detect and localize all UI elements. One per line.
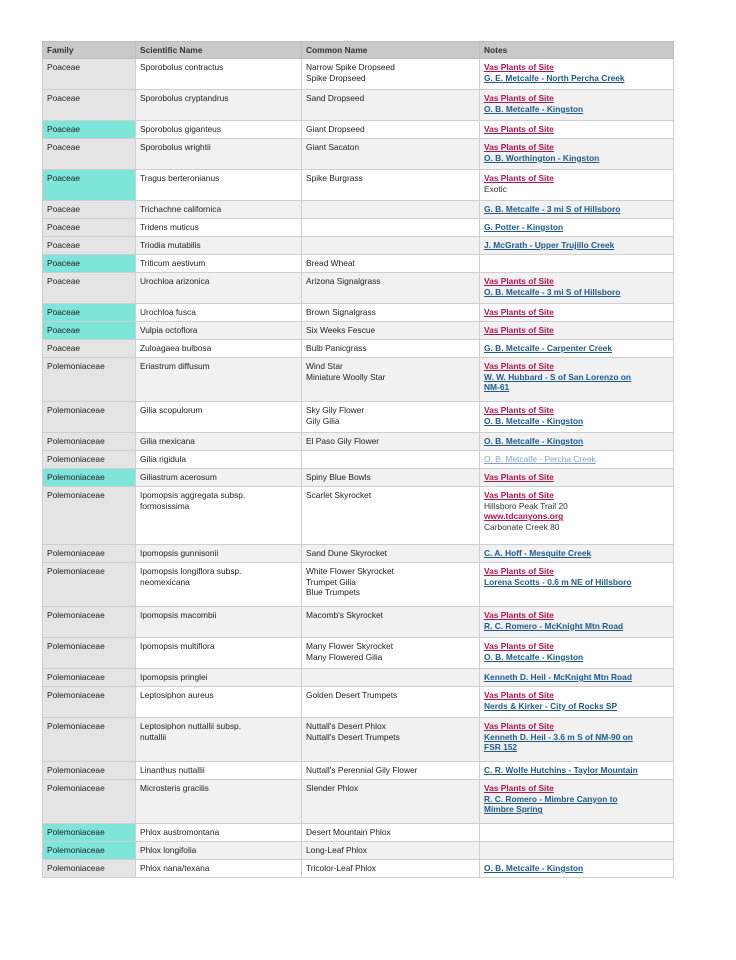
family-cell: Poaceae <box>43 59 136 90</box>
table-row <box>43 563 674 607</box>
family-cell: Polemoniaceae <box>43 487 136 545</box>
common-name-cell <box>302 607 480 638</box>
common-name-line: Sand Dropseed <box>306 93 365 103</box>
notes-cell <box>480 762 674 780</box>
scientific-name-cell <box>136 273 302 304</box>
common-name-line: Desert Mountain Phlox <box>306 827 391 837</box>
table-row <box>43 304 674 322</box>
family-cell: Poaceae <box>43 139 136 170</box>
common-name-cell <box>302 237 480 255</box>
common-name-line: Bulb Panicgrass <box>306 343 367 353</box>
common-name-cell <box>302 669 480 687</box>
common-name-line: Arizona Signalgrass <box>306 276 381 286</box>
family-cell: Poaceae <box>43 201 136 219</box>
scientific-name-line: Vulpia octoflora <box>140 325 198 335</box>
note-link[interactable]: www.tdcanyons.org <box>484 511 564 522</box>
scientific-name-line: Urochloa arizonica <box>140 276 210 286</box>
note-link[interactable]: G. B. Metcalfe - Carpenter Creek <box>484 343 612 353</box>
common-name-line: Spike Dropseed <box>306 72 366 83</box>
note-link[interactable]: Vas Plants of Site <box>484 610 554 620</box>
note-link[interactable]: G. Potter - Kingston <box>484 222 564 232</box>
note-link[interactable]: W. W. Hubbard - S of San Lorenzo on <box>484 371 632 382</box>
scientific-name-cell <box>136 139 302 170</box>
header-row <box>43 42 674 59</box>
note-link[interactable]: Vas Plants of Site <box>484 93 554 103</box>
common-name-line: Nuttall's Desert Trumpets <box>306 731 400 742</box>
scientific-name-line: Urochloa fusca <box>140 307 196 317</box>
scientific-name-cell <box>136 255 302 273</box>
scientific-name-cell <box>136 358 302 402</box>
notes-cell <box>480 780 674 824</box>
scientific-name-line: formosissima <box>140 500 190 511</box>
common-name-line: Narrow Spike Dropseed <box>306 62 395 72</box>
note-link[interactable]: O. B. Metcalfe - Kingston <box>484 436 584 446</box>
note-link[interactable]: Vas Plants of Site <box>484 173 554 183</box>
common-name-line: Scarlet Skyrocket <box>306 490 372 500</box>
table-row <box>43 219 674 237</box>
notes-cell <box>480 487 674 545</box>
note-link[interactable]: Vas Plants of Site <box>484 641 554 651</box>
scientific-name-cell <box>136 687 302 718</box>
table-row <box>43 121 674 139</box>
table-row <box>43 201 674 219</box>
scientific-name-cell <box>136 433 302 451</box>
family-cell: Polemoniaceae <box>43 762 136 780</box>
common-name-cell <box>302 780 480 824</box>
scientific-name-line: Triticum aestivum <box>140 258 206 268</box>
table-row <box>43 237 674 255</box>
table-row <box>43 762 674 780</box>
common-name-line: Blue Trumpets <box>306 587 360 598</box>
notes-cell <box>480 824 674 842</box>
table-row <box>43 451 674 469</box>
scientific-name-line: Sporobolus giganteus <box>140 124 222 134</box>
common-name-cell <box>302 402 480 433</box>
notes-cell <box>480 340 674 358</box>
common-name-line: Sand Dune Skyrocket <box>306 548 388 558</box>
scientific-name-line: Microsteris gracilis <box>140 783 209 793</box>
family-cell: Polemoniaceae <box>43 607 136 638</box>
common-name-cell <box>302 842 480 860</box>
scientific-name-line: Leptosiphon nuttallii subsp. <box>140 721 242 731</box>
notes-cell <box>480 59 674 90</box>
family-cell: Polemoniaceae <box>43 687 136 718</box>
common-name-cell <box>302 201 480 219</box>
common-name-line: Wind Star <box>306 361 343 371</box>
common-name-line: Miniature Woolly Star <box>306 371 386 382</box>
note-link[interactable]: C. A. Hoff - Mesquite Creek <box>484 548 592 558</box>
note-link[interactable]: Lorena Scotts - 0.6 m NE of Hillsboro <box>484 576 632 587</box>
family-cell: Poaceae <box>43 322 136 340</box>
note-link[interactable]: Vas Plants of Site <box>484 405 554 415</box>
common-name-cell <box>302 139 480 170</box>
notes-cell <box>480 669 674 687</box>
note-link[interactable]: O. B. Metcalfe - Kingston <box>484 103 584 114</box>
family-cell: Polemoniaceae <box>43 638 136 669</box>
note-link[interactable]: Vas Plants of Site <box>484 566 554 576</box>
family-cell: Polemoniaceae <box>43 780 136 824</box>
common-name-line: Giant Sacaton <box>306 142 360 152</box>
notes-cell <box>480 842 674 860</box>
common-name-cell <box>302 451 480 469</box>
common-name-line: Golden Desert Trumpets <box>306 690 398 700</box>
table-row <box>43 607 674 638</box>
notes-cell <box>480 718 674 762</box>
note-link[interactable]: G. E. Metcalfe - North Percha Creek <box>484 72 625 83</box>
common-name-line: Macomb's Skyrocket <box>306 610 383 620</box>
table-row <box>43 90 674 121</box>
scientific-name-line: nuttallii <box>140 731 167 742</box>
family-cell: Polemoniaceae <box>43 563 136 607</box>
table-row <box>43 780 674 824</box>
common-name-cell <box>302 170 480 201</box>
table-row <box>43 433 674 451</box>
scientific-name-line: Ipomopsis aggregata subsp. <box>140 490 246 500</box>
scientific-name-cell <box>136 304 302 322</box>
note-link[interactable]: O. B. Worthington - Kingston <box>484 152 600 163</box>
notes-cell <box>480 219 674 237</box>
scientific-name-cell <box>136 860 302 878</box>
scientific-name-line: Ipomopsis multiflora <box>140 641 215 651</box>
family-cell: Poaceae <box>43 90 136 121</box>
table-row <box>43 273 674 304</box>
common-name-cell <box>302 718 480 762</box>
scientific-name-line: Gilia rigidula <box>140 454 187 464</box>
note-link[interactable]: Vas Plants of Site <box>484 325 554 335</box>
scientific-name-cell <box>136 340 302 358</box>
column-header-notes: Notes <box>480 42 674 59</box>
note-link[interactable]: Vas Plants of Site <box>484 124 554 134</box>
scientific-name-cell <box>136 469 302 487</box>
common-name-cell <box>302 762 480 780</box>
note-link[interactable]: Vas Plants of Site <box>484 361 554 371</box>
note-link[interactable]: O. B. Metcalfe - 3 mi S of Hillsboro <box>484 286 621 297</box>
table-row <box>43 255 674 273</box>
notes-cell <box>480 545 674 563</box>
family-cell: Polemoniaceae <box>43 669 136 687</box>
scientific-name-cell <box>136 638 302 669</box>
table-row <box>43 322 674 340</box>
scientific-name-line: Leptosiphon aureus <box>140 690 214 700</box>
common-name-cell <box>302 90 480 121</box>
scientific-name-cell <box>136 59 302 90</box>
family-cell: Poaceae <box>43 340 136 358</box>
family-cell: Poaceae <box>43 255 136 273</box>
note-text: Exotic <box>484 183 507 194</box>
family-cell: Polemoniaceae <box>43 433 136 451</box>
family-cell: Polemoniaceae <box>43 860 136 878</box>
table-row <box>43 59 674 90</box>
note-link[interactable]: Vas Plants of Site <box>484 276 554 286</box>
family-cell: Polemoniaceae <box>43 545 136 563</box>
notes-cell <box>480 860 674 878</box>
note-link[interactable]: J. McGrath - Upper Trujillo Creek <box>484 240 615 250</box>
note-link[interactable]: O. B. Metcalfe - Percha Creek <box>484 454 596 464</box>
scientific-name-line: Gilia mexicana <box>140 436 195 446</box>
table-row <box>43 139 674 170</box>
notes-cell <box>480 90 674 121</box>
scientific-name-line: Sporobolus cryptandrus <box>140 93 229 103</box>
scientific-name-cell <box>136 824 302 842</box>
note-text: Carbonate Creek 80 <box>484 521 560 532</box>
family-cell: Poaceae <box>43 121 136 139</box>
family-cell: Polemoniaceae <box>43 842 136 860</box>
family-cell: Polemoniaceae <box>43 469 136 487</box>
common-name-line: White Flower Skyrocket <box>306 566 394 576</box>
scientific-name-line: neomexicana <box>140 576 190 587</box>
notes-cell <box>480 237 674 255</box>
notes-cell <box>480 139 674 170</box>
note-link[interactable]: Vas Plants of Site <box>484 142 554 152</box>
notes-cell <box>480 273 674 304</box>
family-cell: Poaceae <box>43 170 136 201</box>
table-row <box>43 669 674 687</box>
table-row <box>43 860 674 878</box>
scientific-name-line: Trichachne californica <box>140 204 222 214</box>
common-name-cell <box>302 358 480 402</box>
family-cell: Poaceae <box>43 273 136 304</box>
scientific-name-cell <box>136 90 302 121</box>
note-link[interactable]: O. B. Metcalfe - Kingston <box>484 863 584 873</box>
scientific-name-cell <box>136 121 302 139</box>
scientific-name-cell <box>136 669 302 687</box>
common-name-line: Sky Gily Flower <box>306 405 365 415</box>
common-name-line: Giant Dropseed <box>306 124 365 134</box>
scientific-name-cell <box>136 842 302 860</box>
note-link[interactable]: Vas Plants of Site <box>484 690 554 700</box>
note-link[interactable]: Vas Plants of Site <box>484 472 554 482</box>
family-cell: Polemoniaceae <box>43 451 136 469</box>
scientific-name-line: Eriastrum diffusum <box>140 361 210 371</box>
notes-cell <box>480 255 674 273</box>
note-link[interactable]: Vas Plants of Site <box>484 307 554 317</box>
note-link[interactable]: G. B. Metcalfe - 3 mi S of Hillsboro <box>484 204 621 214</box>
table-row <box>43 487 674 545</box>
notes-cell <box>480 121 674 139</box>
note-link[interactable]: Vas Plants of Site <box>484 721 554 731</box>
scientific-name-line: Phlox longifolia <box>140 845 197 855</box>
table-row <box>43 545 674 563</box>
common-name-cell <box>302 255 480 273</box>
table-row <box>43 469 674 487</box>
note-link[interactable]: Vas Plants of Site <box>484 783 554 793</box>
common-name-cell <box>302 322 480 340</box>
note-link[interactable]: Mimbre Spring <box>484 804 543 815</box>
column-header-scientific-name: Scientific Name <box>136 42 302 59</box>
notes-cell <box>480 322 674 340</box>
scientific-name-line: Giliastrum acerosum <box>140 472 217 482</box>
note-link[interactable]: Nerds & Kirker - City of Rocks SP <box>484 700 618 711</box>
scientific-name-cell <box>136 780 302 824</box>
scientific-name-line: Ipomopsis gunnisonii <box>140 548 219 558</box>
note-link[interactable]: Kenneth D. Heil - McKnight Mtn Road <box>484 672 632 682</box>
family-cell: Polemoniaceae <box>43 402 136 433</box>
column-header-family: Family <box>43 42 136 59</box>
common-name-line: Six Weeks Fescue <box>306 325 376 335</box>
common-name-cell <box>302 687 480 718</box>
common-name-cell <box>302 59 480 90</box>
scientific-name-line: Sporobolus contractus <box>140 62 224 72</box>
scientific-name-cell <box>136 718 302 762</box>
note-link[interactable]: R. C. Romero - McKnight Mtn Road <box>484 620 624 631</box>
scientific-name-cell <box>136 237 302 255</box>
scientific-name-cell <box>136 201 302 219</box>
common-name-cell <box>302 219 480 237</box>
common-name-line: Long-Leaf Phlox <box>306 845 367 855</box>
scientific-name-cell <box>136 545 302 563</box>
common-name-line: Bread Wheat <box>306 258 355 268</box>
notes-cell <box>480 358 674 402</box>
common-name-line: El Paso Gily Flower <box>306 436 380 446</box>
scientific-name-line: Zuloagaea bulbosa <box>140 343 212 353</box>
notes-cell <box>480 451 674 469</box>
family-cell: Poaceae <box>43 219 136 237</box>
column-header-common-name: Common Name <box>302 42 480 59</box>
table-row <box>43 358 674 402</box>
family-cell: Poaceae <box>43 237 136 255</box>
scientific-name-line: Phlox nana/texana <box>140 863 210 873</box>
scientific-name-cell <box>136 487 302 545</box>
common-name-line: Trumpet Gilia <box>306 576 356 587</box>
scientific-name-line: Gilia scopulorum <box>140 405 203 415</box>
common-name-line: Tricolor-Leaf Phlox <box>306 863 376 873</box>
note-link[interactable]: FSR 152 <box>484 742 518 753</box>
common-name-cell <box>302 860 480 878</box>
common-name-cell <box>302 121 480 139</box>
common-name-line: Nuttall's Desert Phlox <box>306 721 386 731</box>
note-link[interactable]: Vas Plants of Site <box>484 62 554 72</box>
common-name-cell <box>302 638 480 669</box>
common-name-line: Slender Phlox <box>306 783 359 793</box>
table-row <box>43 170 674 201</box>
common-name-cell <box>302 304 480 322</box>
table-row <box>43 687 674 718</box>
note-link[interactable]: Vas Plants of Site <box>484 490 554 500</box>
notes-cell <box>480 433 674 451</box>
notes-cell <box>480 638 674 669</box>
scientific-name-line: Tridens muticus <box>140 222 199 232</box>
family-cell: Polemoniaceae <box>43 718 136 762</box>
scientific-name-line: Ipomopsis macombii <box>140 610 217 620</box>
table-body <box>43 59 674 878</box>
family-cell: Poaceae <box>43 304 136 322</box>
scientific-name-line: Phlox austromontana <box>140 827 220 837</box>
scientific-name-cell <box>136 219 302 237</box>
table-row <box>43 842 674 860</box>
scientific-name-cell <box>136 451 302 469</box>
common-name-line: Many Flowered Gilia <box>306 651 383 662</box>
scientific-name-cell <box>136 402 302 433</box>
common-name-cell <box>302 340 480 358</box>
common-name-line: Nuttall's Perennial Gily Flower <box>306 765 418 775</box>
table-row <box>43 718 674 762</box>
scientific-name-cell <box>136 563 302 607</box>
note-link[interactable]: Kenneth D. Heil - 3.6 m S of NM-90 on <box>484 731 633 742</box>
scientific-name-line: Linanthus nuttallii <box>140 765 205 775</box>
common-name-line: Many Flower Skyrocket <box>306 641 394 651</box>
common-name-line: Gily Gilia <box>306 415 340 426</box>
scientific-name-cell <box>136 170 302 201</box>
notes-cell <box>480 201 674 219</box>
common-name-cell <box>302 824 480 842</box>
common-name-line: Spiny Blue Bowls <box>306 472 371 482</box>
scientific-name-line: Ipomopsis pringlei <box>140 672 208 682</box>
note-text: Hillsboro Peak Trail 20 <box>484 500 568 511</box>
note-link[interactable]: C. R. Wolfe Hutchins - Taylor Mountain <box>484 765 638 775</box>
note-link[interactable]: NM-61 <box>484 382 510 393</box>
table-row <box>43 402 674 433</box>
scientific-name-cell <box>136 322 302 340</box>
notes-cell <box>480 304 674 322</box>
scientific-name-line: Triodia mutabilis <box>140 240 201 250</box>
notes-cell <box>480 563 674 607</box>
table-row <box>43 638 674 669</box>
scientific-name-line: Tragus berteronianus <box>140 173 220 183</box>
notes-cell <box>480 607 674 638</box>
scientific-name-line: Sporobolus wrightii <box>140 142 211 152</box>
family-cell: Polemoniaceae <box>43 358 136 402</box>
notes-cell <box>480 402 674 433</box>
common-name-line: Brown Signalgrass <box>306 307 376 317</box>
common-name-cell <box>302 433 480 451</box>
common-name-cell <box>302 273 480 304</box>
common-name-cell <box>302 469 480 487</box>
notes-cell <box>480 170 674 201</box>
scientific-name-cell <box>136 607 302 638</box>
scientific-name-line: Ipomopsis longiflora subsp. <box>140 566 242 576</box>
scientific-name-cell <box>136 762 302 780</box>
common-name-line: Spike Burgrass <box>306 173 363 183</box>
note-link[interactable]: O. B. Metcalfe - Kingston <box>484 651 584 662</box>
common-name-cell <box>302 563 480 607</box>
notes-cell <box>480 687 674 718</box>
common-name-cell <box>302 545 480 563</box>
table-row <box>43 824 674 842</box>
common-name-cell <box>302 487 480 545</box>
note-link[interactable]: O. B. Metcalfe - Kingston <box>484 415 584 426</box>
plant-species-table <box>42 41 674 878</box>
notes-cell <box>480 469 674 487</box>
note-link[interactable]: R. C. Romero - Mimbre Canyon to <box>484 793 618 804</box>
family-cell: Polemoniaceae <box>43 824 136 842</box>
table-row <box>43 340 674 358</box>
